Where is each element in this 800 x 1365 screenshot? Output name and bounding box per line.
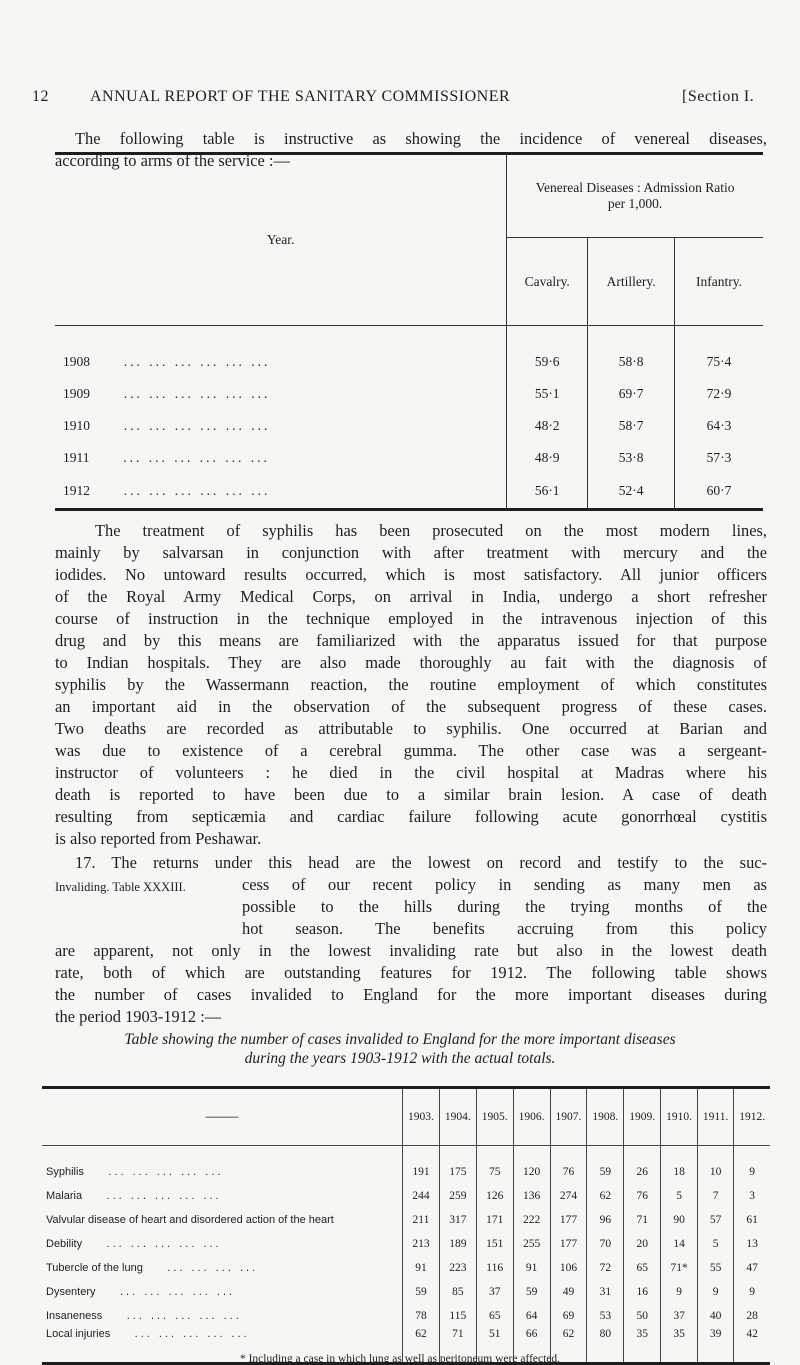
- disease-name: Syphilis: [46, 1166, 84, 1178]
- para-line: hot season. The benefits accruing from this policy: [242, 919, 767, 938]
- year-header: Year.: [266, 232, 295, 247]
- para-line: is also reported from Peshawar.: [55, 829, 262, 848]
- value-cell: 5: [698, 1232, 734, 1256]
- value-cell: 20: [624, 1232, 661, 1256]
- value-cell: 57: [698, 1208, 734, 1232]
- caption-line: during the years 1903-1912 with the actual totals.: [244, 1050, 556, 1067]
- table-row: [42, 1280, 770, 1304]
- table-row: [42, 1160, 770, 1184]
- syphilis-paragraph: [55, 520, 767, 850]
- para-line: resulting from septicæmia and cardiac failure following acute gonorrhœal cystitis: [55, 807, 767, 826]
- value-cell: 55: [698, 1256, 734, 1280]
- value-cell: 151: [476, 1232, 513, 1256]
- value-cell: 175: [439, 1160, 476, 1184]
- value-cell: 223: [439, 1256, 476, 1280]
- leader-dots: ... ... ... ... ... ...: [123, 386, 271, 401]
- para-line: was due to existence of a cerebral gumma. The other case was a sergeant-: [55, 741, 767, 760]
- year-header: 1908.: [587, 1088, 624, 1146]
- invaliding-paragraph-rest: [55, 940, 767, 1028]
- value-cell: 106: [550, 1256, 587, 1280]
- value-cell: 78: [403, 1304, 440, 1328]
- para-line: 17. The returns under this head are the lowest on record and testify to the suc-: [75, 853, 767, 872]
- disease-label: [42, 1160, 403, 1184]
- table-row: [55, 346, 763, 378]
- leader-dots: ... ... ... ... ...: [106, 1190, 222, 1202]
- table-row: [55, 442, 763, 474]
- value-cell: 3: [734, 1184, 770, 1208]
- year-header: 1910.: [661, 1088, 698, 1146]
- para-line: The treatment of syphilis has been prosecuted on the most modern lines,: [95, 521, 767, 540]
- disease-label: [42, 1208, 403, 1232]
- value-cell: 47: [734, 1256, 770, 1280]
- cavalry-cell: 56·1: [507, 474, 588, 510]
- value-cell: 9: [661, 1280, 698, 1304]
- para-line: possible to the hills during the trying months of the: [242, 897, 767, 916]
- value-cell: 85: [439, 1280, 476, 1304]
- disease-name: Tubercle of the lung: [46, 1262, 143, 1274]
- year-header: 1906.: [513, 1088, 550, 1146]
- para-line: cess of our recent policy in sending as many men as: [242, 875, 767, 894]
- value-cell: 65: [624, 1256, 661, 1280]
- year-header: 1912.: [734, 1088, 770, 1146]
- value-cell: 5: [661, 1184, 698, 1208]
- value-cell: 62: [550, 1328, 587, 1364]
- value-cell: 13: [734, 1232, 770, 1256]
- value-cell: 9: [734, 1160, 770, 1184]
- value-cell: 90: [661, 1208, 698, 1232]
- value-cell: 66: [513, 1328, 550, 1364]
- table-row: [55, 410, 763, 442]
- section-label: [Section I.: [682, 88, 755, 105]
- value-cell: 35: [624, 1328, 661, 1364]
- value-cell: 35: [661, 1328, 698, 1364]
- year-header-row: [42, 1088, 770, 1146]
- year-cell: [55, 474, 507, 510]
- value-cell: 76: [624, 1184, 661, 1208]
- value-cell: 213: [403, 1232, 440, 1256]
- value-cell: 171: [476, 1208, 513, 1232]
- value-cell: 9: [734, 1280, 770, 1304]
- value-cell: 59: [513, 1280, 550, 1304]
- value-cell: 317: [439, 1208, 476, 1232]
- table-row: [42, 1256, 770, 1280]
- table-row: [42, 1304, 770, 1328]
- para-line: instructor of volunteers : he died in the civil hospital at Madras where his: [55, 763, 767, 782]
- value-cell: 14: [661, 1232, 698, 1256]
- infantry-header: Infantry.: [675, 238, 763, 326]
- disease-label: [42, 1184, 403, 1208]
- artillery-cell: 53·8: [588, 442, 675, 474]
- margin-note: Invaliding. Table XXXIII.: [55, 880, 186, 894]
- value-cell: 62: [403, 1328, 440, 1364]
- artillery-cell: 58·8: [588, 346, 675, 378]
- value-cell: 64: [513, 1304, 550, 1328]
- cavalry-cell: 48·9: [507, 442, 588, 474]
- para-line: syphilis by the Wassermann reaction, the routine employment of which constitutes: [55, 675, 767, 694]
- value-cell: 49: [550, 1280, 587, 1304]
- para-line: the period 1903-1912 :—: [55, 1007, 222, 1026]
- table-row: [42, 1232, 770, 1256]
- disease-name: Malaria: [46, 1190, 83, 1202]
- infantry-cell: 60·7: [675, 474, 763, 510]
- value-cell: 39: [698, 1328, 734, 1364]
- page-number: 12: [32, 88, 49, 105]
- value-cell: 126: [476, 1184, 513, 1208]
- value-cell: 72: [587, 1256, 624, 1280]
- artillery-cell: 52·4: [588, 474, 675, 510]
- para-line: of the Royal Army Medical Corps, on arrival in India, undergo a short refresher: [55, 587, 767, 606]
- value-cell: 65: [476, 1304, 513, 1328]
- value-cell: 50: [624, 1304, 661, 1328]
- disease-name: Valvular disease of heart and disordered action of the heart: [46, 1214, 334, 1226]
- value-cell: 62: [587, 1184, 624, 1208]
- disease-name: Local injuries: [46, 1328, 111, 1340]
- infantry-cell: 57·3: [675, 442, 763, 474]
- para-line: drug and by this means are familiarized with the apparatus issued for that purpose: [55, 631, 767, 650]
- value-cell: 120: [513, 1160, 550, 1184]
- value-cell: 91: [403, 1256, 440, 1280]
- disease-label: [42, 1232, 403, 1256]
- value-cell: 255: [513, 1232, 550, 1256]
- value-cell: 96: [587, 1208, 624, 1232]
- value-cell: 16: [624, 1280, 661, 1304]
- year-cell: [55, 378, 507, 410]
- intro-line: The following table is instructive as showing the incidence of venereal diseases,: [75, 129, 767, 148]
- value-cell: 37: [476, 1280, 513, 1304]
- table-row: [55, 378, 763, 410]
- value-cell: 76: [550, 1160, 587, 1184]
- leader-dots: ... ... ... ... ...: [108, 1166, 224, 1178]
- value-cell: 191: [403, 1160, 440, 1184]
- value-cell: 70: [587, 1232, 624, 1256]
- leader-dots: ... ... ... ... ... ...: [123, 418, 271, 433]
- value-cell: 222: [513, 1208, 550, 1232]
- table2-caption: [0, 1030, 800, 1068]
- value-cell: 26: [624, 1160, 661, 1184]
- ratio-header-line: Venereal Diseases : Admission Ratio: [535, 180, 735, 196]
- disease-label: [42, 1256, 403, 1280]
- para-line: mainly by salvarsan in conjunction with after treatment with mercury and the: [55, 543, 767, 562]
- disease-name: Dysentery: [46, 1286, 96, 1298]
- year-header: 1911.: [698, 1088, 734, 1146]
- year-value: 1910: [63, 418, 90, 433]
- value-cell: 61: [734, 1208, 770, 1232]
- para-line: iodides. No untoward results occurred, which is most satisfactory. All junior officers: [55, 565, 767, 584]
- para-line: the number of cases invalided to England for the more important diseases during: [55, 985, 767, 1004]
- year-header: 1903.: [403, 1088, 440, 1146]
- value-cell: 37: [661, 1304, 698, 1328]
- cavalry-cell: 59·6: [507, 346, 588, 378]
- year-header: 1909.: [624, 1088, 661, 1146]
- value-cell: 40: [698, 1304, 734, 1328]
- leader-dots: ... ... ... ... ... ...: [123, 354, 271, 369]
- disease-name: Insaneness: [46, 1310, 103, 1322]
- leader-dots: ... ... ... ... ... ...: [123, 483, 271, 498]
- value-cell: 69: [550, 1304, 587, 1328]
- value-cell: 9: [698, 1280, 734, 1304]
- year-value: 1909: [63, 386, 90, 401]
- leader-dots: ... ... ... ... ...: [119, 1286, 236, 1298]
- value-cell: 136: [513, 1184, 550, 1208]
- value-cell: 115: [439, 1304, 476, 1328]
- leader-dots: ... ... ... ...: [167, 1262, 259, 1274]
- leader-dots: ... ... ... ... ...: [134, 1328, 250, 1340]
- year-header: 1907.: [550, 1088, 587, 1146]
- leader-dots: ... ... ... ... ...: [106, 1238, 222, 1250]
- value-cell: 244: [403, 1184, 440, 1208]
- value-cell: 177: [550, 1232, 587, 1256]
- year-value: 1912: [63, 483, 90, 498]
- para-line: course of instruction in the technique employed in the intravenous injection of this: [55, 609, 767, 628]
- year-cell: [55, 346, 507, 378]
- artillery-header: Artillery.: [588, 238, 675, 326]
- value-cell: 18: [661, 1160, 698, 1184]
- caption-line: Table showing the number of cases invalided to England for the more important diseases: [124, 1031, 676, 1048]
- artillery-cell: 58·7: [588, 410, 675, 442]
- value-cell: 28: [734, 1304, 770, 1328]
- infantry-cell: 64·3: [675, 410, 763, 442]
- value-cell: 274: [550, 1184, 587, 1208]
- year-value: 1908: [63, 354, 90, 369]
- disease-label: [42, 1280, 403, 1304]
- value-cell: 71: [439, 1328, 476, 1364]
- year-header: 1904.: [439, 1088, 476, 1146]
- value-cell: 10: [698, 1160, 734, 1184]
- value-cell: 116: [476, 1256, 513, 1280]
- year-cell: [55, 410, 507, 442]
- para-line: to Indian hospitals. They are also made thoroughly au fait with the diagnosis of: [55, 653, 767, 672]
- invaliding-paragraph-first-line: [55, 852, 767, 874]
- leader-dots: ... ... ... ... ... ...: [123, 450, 270, 465]
- value-cell: 31: [587, 1280, 624, 1304]
- admission-ratio-header: [507, 154, 763, 238]
- venereal-ratio-table: [55, 152, 763, 511]
- value-cell: 91: [513, 1256, 550, 1280]
- value-cell: 53: [587, 1304, 624, 1328]
- value-cell: 75: [476, 1160, 513, 1184]
- value-cell: 71: [624, 1208, 661, 1232]
- infantry-cell: 72·9: [675, 378, 763, 410]
- ratio-header-line: per 1,000.: [607, 196, 663, 212]
- intro-line: according to arms of the service :—: [55, 151, 290, 170]
- corner-cell: ———: [205, 1111, 239, 1123]
- para-line: death is reported to have been due to a similar brain lesion. A case of death: [55, 785, 767, 804]
- value-cell: 59: [403, 1280, 440, 1304]
- artillery-cell: 69·7: [588, 378, 675, 410]
- value-cell: 59: [587, 1160, 624, 1184]
- para-line: an important aid in the observation of the subsequent progress of these cases.: [55, 697, 767, 716]
- value-cell: 259: [439, 1184, 476, 1208]
- cavalry-header: Cavalry.: [507, 238, 588, 326]
- table-row: [42, 1208, 770, 1232]
- disease-name: Debility: [46, 1238, 83, 1250]
- para-line: are apparent, not only in the lowest invaliding rate but also in the lowest death: [55, 941, 767, 960]
- value-cell: 189: [439, 1232, 476, 1256]
- table-row: [42, 1184, 770, 1208]
- year-value: 1911: [63, 450, 90, 465]
- value-cell: 7: [698, 1184, 734, 1208]
- year-header: 1905.: [476, 1088, 513, 1146]
- disease-label: [42, 1304, 403, 1328]
- para-line: Two deaths are recorded as attributable to syphilis. One occurred at Barian and: [55, 719, 767, 738]
- value-cell: 80: [587, 1328, 624, 1364]
- running-title: ANNUAL REPORT OF THE SANITARY COMMISSIONER: [90, 88, 511, 105]
- cavalry-cell: 48·2: [507, 410, 588, 442]
- cavalry-cell: 55·1: [507, 378, 588, 410]
- year-cell: [55, 442, 507, 474]
- invaliding-paragraph-indented: [242, 874, 767, 940]
- value-cell: 51: [476, 1328, 513, 1364]
- value-cell: 177: [550, 1208, 587, 1232]
- value-cell: 71*: [661, 1256, 698, 1280]
- value-cell: 42: [734, 1328, 770, 1364]
- invalided-cases-table: [42, 1086, 770, 1365]
- infantry-cell: 75·4: [675, 346, 763, 378]
- value-cell: 211: [403, 1208, 440, 1232]
- leader-dots: ... ... ... ... ...: [126, 1310, 242, 1322]
- footnote: * Including a case in which lung as well as peritoneum were affected.: [239, 1353, 561, 1365]
- table-row: [55, 474, 763, 510]
- para-line: rate, both of which are outstanding features for 1912. The following table shows: [55, 963, 767, 982]
